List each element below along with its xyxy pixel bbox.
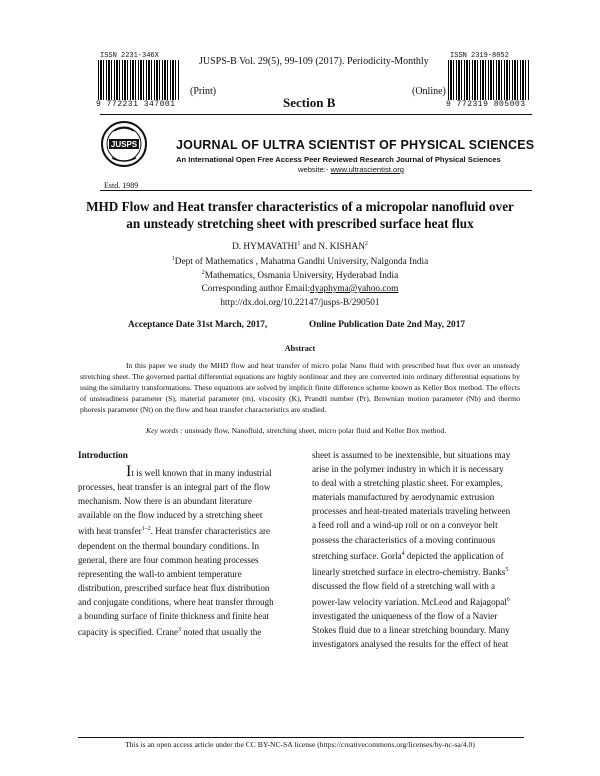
intro-line: arise in the polymer industry in which it is necessary bbox=[312, 464, 504, 475]
abstract-text: In this paper we study the MHD flow and heat transfer of micro polar Nano fluid with prescribed heat flux over an unsteady stretching sheet. The governed partial differential equations are highly nonlinear and they are converted into ordinary differential equations by using the similarity transformations. These equations are solved by implicit finite difference scheme known as Keller Box method. The effects of unsteadiness parameter (S), material parameter (m), viscosity (K), Prandtl number (Pr), Brownian motion parameter (Nb) and thermo phoresis parameter (Nt) on the flow and heat transfer characteristics are studied. bbox=[80, 361, 520, 414]
article-title: MHD Flow and Heat transfer characteristics of a micropolar nanofluid over an unsteady stretching sheet with prescribed surface heat flux bbox=[86, 199, 514, 231]
established-year: Estd. 1989 bbox=[104, 181, 139, 190]
author-2: N. KISHAN bbox=[318, 242, 365, 253]
intro-line: linearly stretched surface in electro-chemistry. Banks$^5$ bbox=[312, 566, 509, 577]
corresponding-label: Corresponding author Email: bbox=[201, 284, 311, 294]
intro-line-0: It is well known that in many industrial bbox=[126, 463, 272, 481]
author-1: D. HYMAVATHI bbox=[232, 242, 298, 253]
intro-line: to deal with a stretching plastic sheet. For examples, bbox=[312, 478, 503, 489]
header-rule bbox=[100, 114, 532, 115]
website-link[interactable]: www.ultrascientist.org bbox=[330, 165, 404, 174]
journal-subtitle: An International Open Free Access Peer Reviewed Research Journal of Physical Sciences bbox=[176, 155, 501, 164]
masthead-rule bbox=[100, 190, 532, 191]
intro-line: sheet is assumed to be inextensible, but situations may bbox=[312, 450, 511, 460]
license-footer: This is an open access article under the CC BY-NC-SA license (https://creativecommons.org/licenses/by-nc-sa/4.0) bbox=[125, 740, 475, 749]
journal-website bbox=[298, 165, 404, 174]
keywords bbox=[80, 426, 520, 435]
citation-sup: 5 bbox=[505, 566, 509, 573]
affil-1-sup: 1 bbox=[171, 256, 175, 262]
intro-line: materials manufactured by aerodynamic extrusion bbox=[312, 492, 495, 503]
intro-line: dependent on the thermal boundary conditions. In bbox=[78, 540, 260, 551]
journal-reference: JUSPS-B Vol. 29(5), 99-109 (2017). Periodicity-Monthly bbox=[199, 56, 429, 67]
affil-2-sup: 2 bbox=[201, 270, 205, 276]
barcode-bottom-number: 9 772319 805003 bbox=[446, 100, 526, 109]
journal-logo-icon bbox=[100, 120, 148, 168]
intro-line: investigators analysed the results for the effect of heat bbox=[312, 639, 509, 650]
intro-line: representing the wall-to ambient temperature bbox=[78, 568, 242, 579]
acceptance-date: Acceptance Date 31st March, 2017, bbox=[128, 320, 268, 330]
intro-line: a bounding surface of finite thickness and finite heat bbox=[78, 611, 269, 622]
print-label: (Print) bbox=[190, 86, 217, 97]
abstract-heading: Abstract bbox=[284, 344, 316, 353]
author-and: and bbox=[302, 242, 317, 253]
publication-date: Online Publication Date 2nd May, 2017 bbox=[309, 320, 465, 330]
footer-rule bbox=[78, 737, 524, 738]
intro-line: and conjugate conditions, where heat transfer through bbox=[78, 596, 274, 607]
intro-line: possess the characteristics of a moving continuous bbox=[312, 534, 496, 545]
section-label: Section B bbox=[283, 95, 336, 110]
barcode-top-number: ISSN 2319-8052 bbox=[450, 52, 509, 60]
citation-sup: 6 bbox=[506, 597, 510, 603]
barcode-bars bbox=[448, 60, 530, 100]
intro-line: stretching surface. Gorla$^4$ depicted the application of bbox=[312, 550, 504, 561]
logo-lettering: JUSPS bbox=[110, 140, 138, 150]
corresponding-email[interactable]: dyaphyma@yahoo.com bbox=[310, 284, 399, 294]
abstract-body bbox=[80, 360, 520, 415]
intro-line: distribution, prescribed surface heat flux distribution bbox=[78, 582, 270, 593]
citation-sup: 3 bbox=[178, 627, 181, 634]
doi-link[interactable]: http://dx.doi.org/10.22147/jusps-B/290501 bbox=[220, 298, 380, 308]
barcode-bars bbox=[98, 60, 180, 100]
intro-line: mechanism. Now there is an abundant literature bbox=[78, 496, 252, 507]
issn-print-barcode bbox=[96, 54, 182, 110]
barcode-bottom-number: 9 772231 347001 bbox=[96, 100, 176, 109]
journal-name: JOURNAL OF ULTRA SCIENTIST OF PHYSICAL SCIENCES bbox=[176, 138, 535, 152]
intro-line: power-law velocity variation. McLeod and Rajagopal$^6$ bbox=[312, 597, 510, 608]
left-column bbox=[78, 448, 290, 639]
intro-line: processes and heat-treated materials traveling between bbox=[312, 506, 511, 517]
drop-cap: I bbox=[126, 463, 132, 481]
issn-online-barcode bbox=[446, 54, 532, 110]
intro-line: processes, heat transfer is an integral part of the flow bbox=[78, 482, 271, 493]
introduction-heading: Introduction bbox=[78, 450, 128, 460]
intro-line: a feed roll and a wind-up roll or on a conveyor belt bbox=[312, 520, 498, 531]
intro-line: general, there are four common heating processes bbox=[78, 554, 259, 565]
intro-line: discussed the flow field of a stretching wall with a bbox=[312, 580, 496, 591]
website-label: website:- bbox=[298, 165, 329, 174]
corresponding-author bbox=[0, 284, 600, 294]
citation-sup: 4 bbox=[401, 550, 405, 557]
affil-2-text: Mathematics, Osmania University, Hyderabad India bbox=[204, 271, 399, 282]
authors bbox=[0, 241, 600, 252]
keywords-label: Key words : bbox=[146, 426, 183, 435]
right-column bbox=[312, 448, 524, 651]
affiliation-1 bbox=[0, 256, 600, 267]
online-label: (Online) bbox=[412, 86, 446, 97]
keywords-text: unsteady flow, Nanofluid, stretching sheet, micro polar fluid and Keller Box method. bbox=[184, 426, 447, 435]
body-columns bbox=[0, 448, 600, 733]
author-1-sup: 1 bbox=[297, 241, 301, 247]
barcode-top-number: ISSN 2231-346X bbox=[100, 52, 159, 60]
affil-1-text: Dept of Mathematics , Mahatma Gandhi University, Nalgonda India bbox=[174, 257, 429, 268]
intro-line: Stokes fluid due to a linear stretching boundary. Many bbox=[312, 625, 510, 636]
author-2-sup: 2 bbox=[364, 241, 368, 247]
citation-sup: 1–2 bbox=[141, 526, 151, 533]
intro-line: capacity is specified. Crane$^3$ noted that usually the bbox=[78, 627, 262, 638]
affiliation-2 bbox=[0, 270, 600, 281]
intro-line: available on the flow induced by a stretching sheet bbox=[78, 510, 263, 521]
intro-line: investigated the uniqueness of the flow of a Navier bbox=[312, 611, 498, 622]
intro-line: with heat transfer$^{1-2}$. Heat transfer characteristics are bbox=[78, 526, 271, 537]
